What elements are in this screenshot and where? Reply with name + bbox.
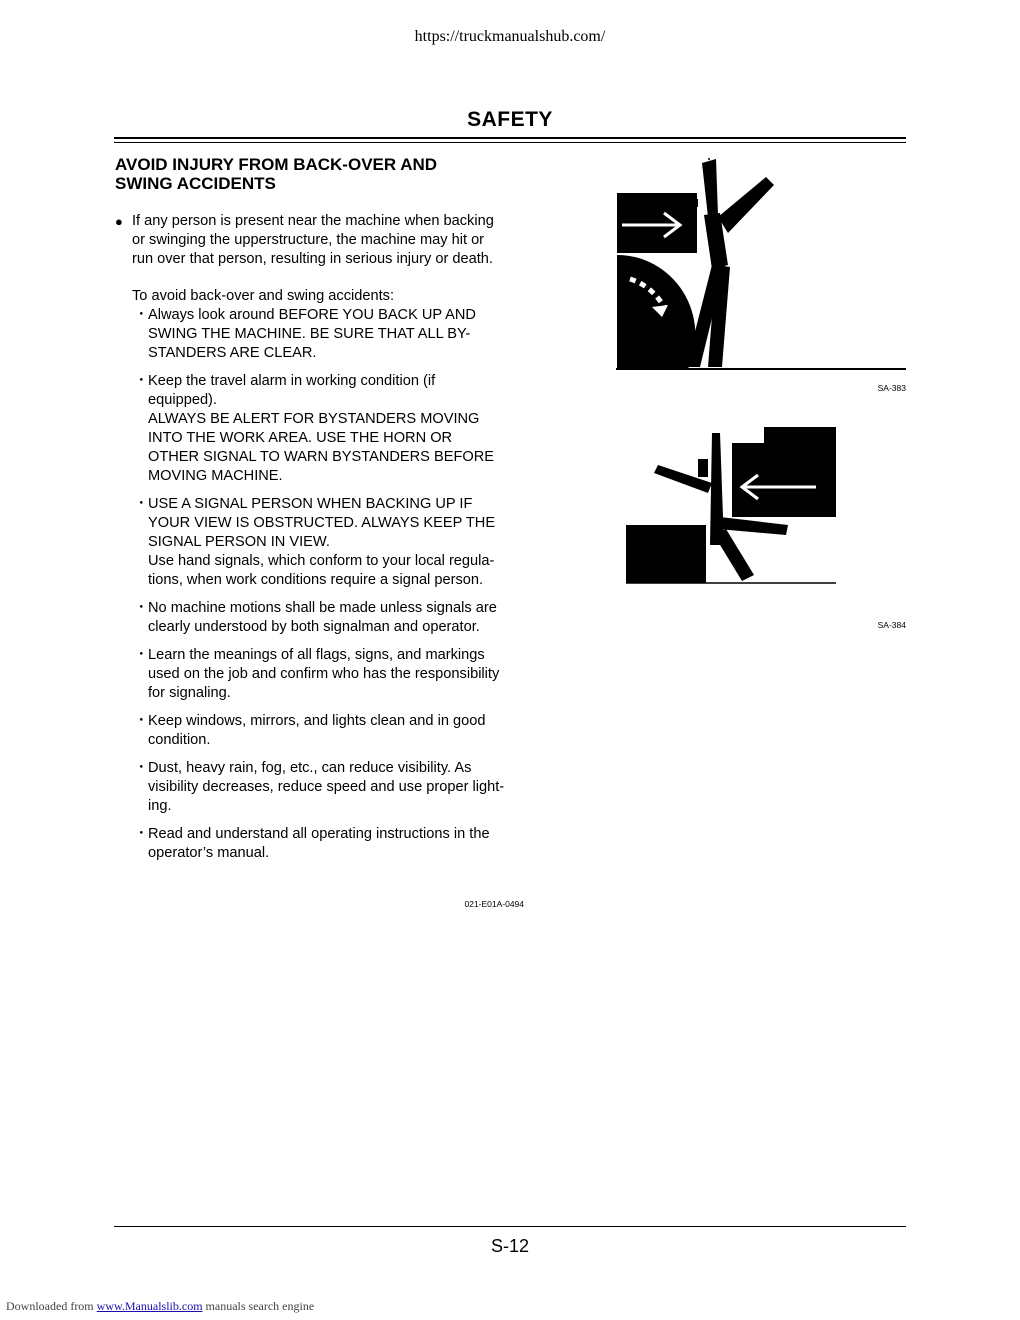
title-rule-thin [114,142,906,143]
text-line: operator’s manual. [148,845,270,861]
bullet-mark: ・ [134,600,149,616]
text-line: If any person is present near the machine when backing [132,213,494,229]
back-over-person-icon [616,155,906,371]
bullet-mark: ・ [134,826,149,842]
heading-line: SWING ACCIDENTS [115,174,276,193]
text-line: No machine motions shall be made unless signals are [148,600,497,616]
list-item [115,495,530,590]
list-item [115,372,530,486]
text-line: Read and understand all operating instructions in the [148,826,490,842]
figure-label: SA-384 [877,620,906,630]
text-line: or swinging the upperstructure, the machine may hit or [132,232,485,248]
footer-rule [114,1226,906,1227]
text-line: SIGNAL PERSON IN VIEW. [148,534,330,550]
text-line: SWING THE MACHINE. BE SURE THAT ALL BY- [148,326,471,342]
source-url: https://truckmanualshub.com/ [414,28,606,45]
text-line: Always look around BEFORE YOU BACK UP AND [148,307,476,323]
article-heading [115,155,515,193]
text-line: visibility decreases, reduce speed and use proper light- [148,779,505,795]
bullet-mark: ・ [134,496,149,512]
text-line: MOVING MACHINE. [148,468,283,484]
reference-code: 021-E01A-0494 [464,899,524,909]
text-line: Learn the meanings of all flags, signs, and markings [148,647,485,663]
text-line: YOUR VIEW IS OBSTRUCTED. ALWAYS KEEP THE [148,515,496,531]
text-line: condition. [148,732,211,748]
text-line: for signaling. [148,685,231,701]
text-line: OTHER SIGNAL TO WARN BYSTANDERS BEFORE [148,449,494,465]
text-line: ing. [148,798,172,814]
bullet-mark: ・ [134,307,149,323]
precaution-list [115,306,530,863]
text-line: Keep the travel alarm in working condition (if [148,373,436,389]
page-number: S-12 [490,1236,530,1256]
list-item [115,646,530,703]
text-line: equipped). [148,392,217,408]
text-line: STANDERS ARE CLEAR. [148,345,317,361]
swing-person-icon [624,425,838,585]
text-line: Keep windows, mirrors, and lights clean and in good [148,713,486,729]
figure-label: SA-383 [877,383,906,393]
list-item [115,759,530,816]
bullet-mark: ・ [134,760,149,776]
list-item [115,599,530,637]
intro-text: To avoid back-over and swing accidents: [132,288,395,304]
text-line: ALWAYS BE ALERT FOR BYSTANDERS MOVING [148,411,480,427]
download-prefix: Downloaded from [6,1299,94,1313]
main-bullet [115,212,530,269]
text-line: INTO THE WORK AREA. USE THE HORN OR [148,430,453,446]
list-item [115,712,530,750]
bullet-mark: ・ [134,647,149,663]
list-item [115,306,530,363]
download-suffix: manuals search engine [205,1299,315,1313]
section-title: SAFETY [467,108,553,131]
bullet-mark: ・ [134,713,149,729]
text-line: used on the job and confirm who has the responsibility [148,666,500,682]
manualslib-link[interactable]: www.Manualslib.com [96,1299,203,1313]
download-notice [6,1299,314,1314]
bullet-dot: ● [115,214,123,229]
text-line: Use hand signals, which conform to your local regula- [148,553,495,569]
article-body [115,212,530,872]
text-line: run over that person, resulting in serious injury or death. [132,251,493,267]
text-line: Dust, heavy rain, fog, etc., can reduce visibility. As [148,760,472,776]
text-line: USE A SIGNAL PERSON WHEN BACKING UP IF [148,496,473,512]
list-item [115,825,530,863]
heading-line: AVOID INJURY FROM BACK-OVER AND [115,155,438,174]
title-rule-thick [114,137,906,139]
bullet-mark: ・ [134,373,149,389]
text-line: tions, when work conditions require a signal person. [148,572,484,588]
text-line: clearly understood by both signalman and operator. [148,619,480,635]
